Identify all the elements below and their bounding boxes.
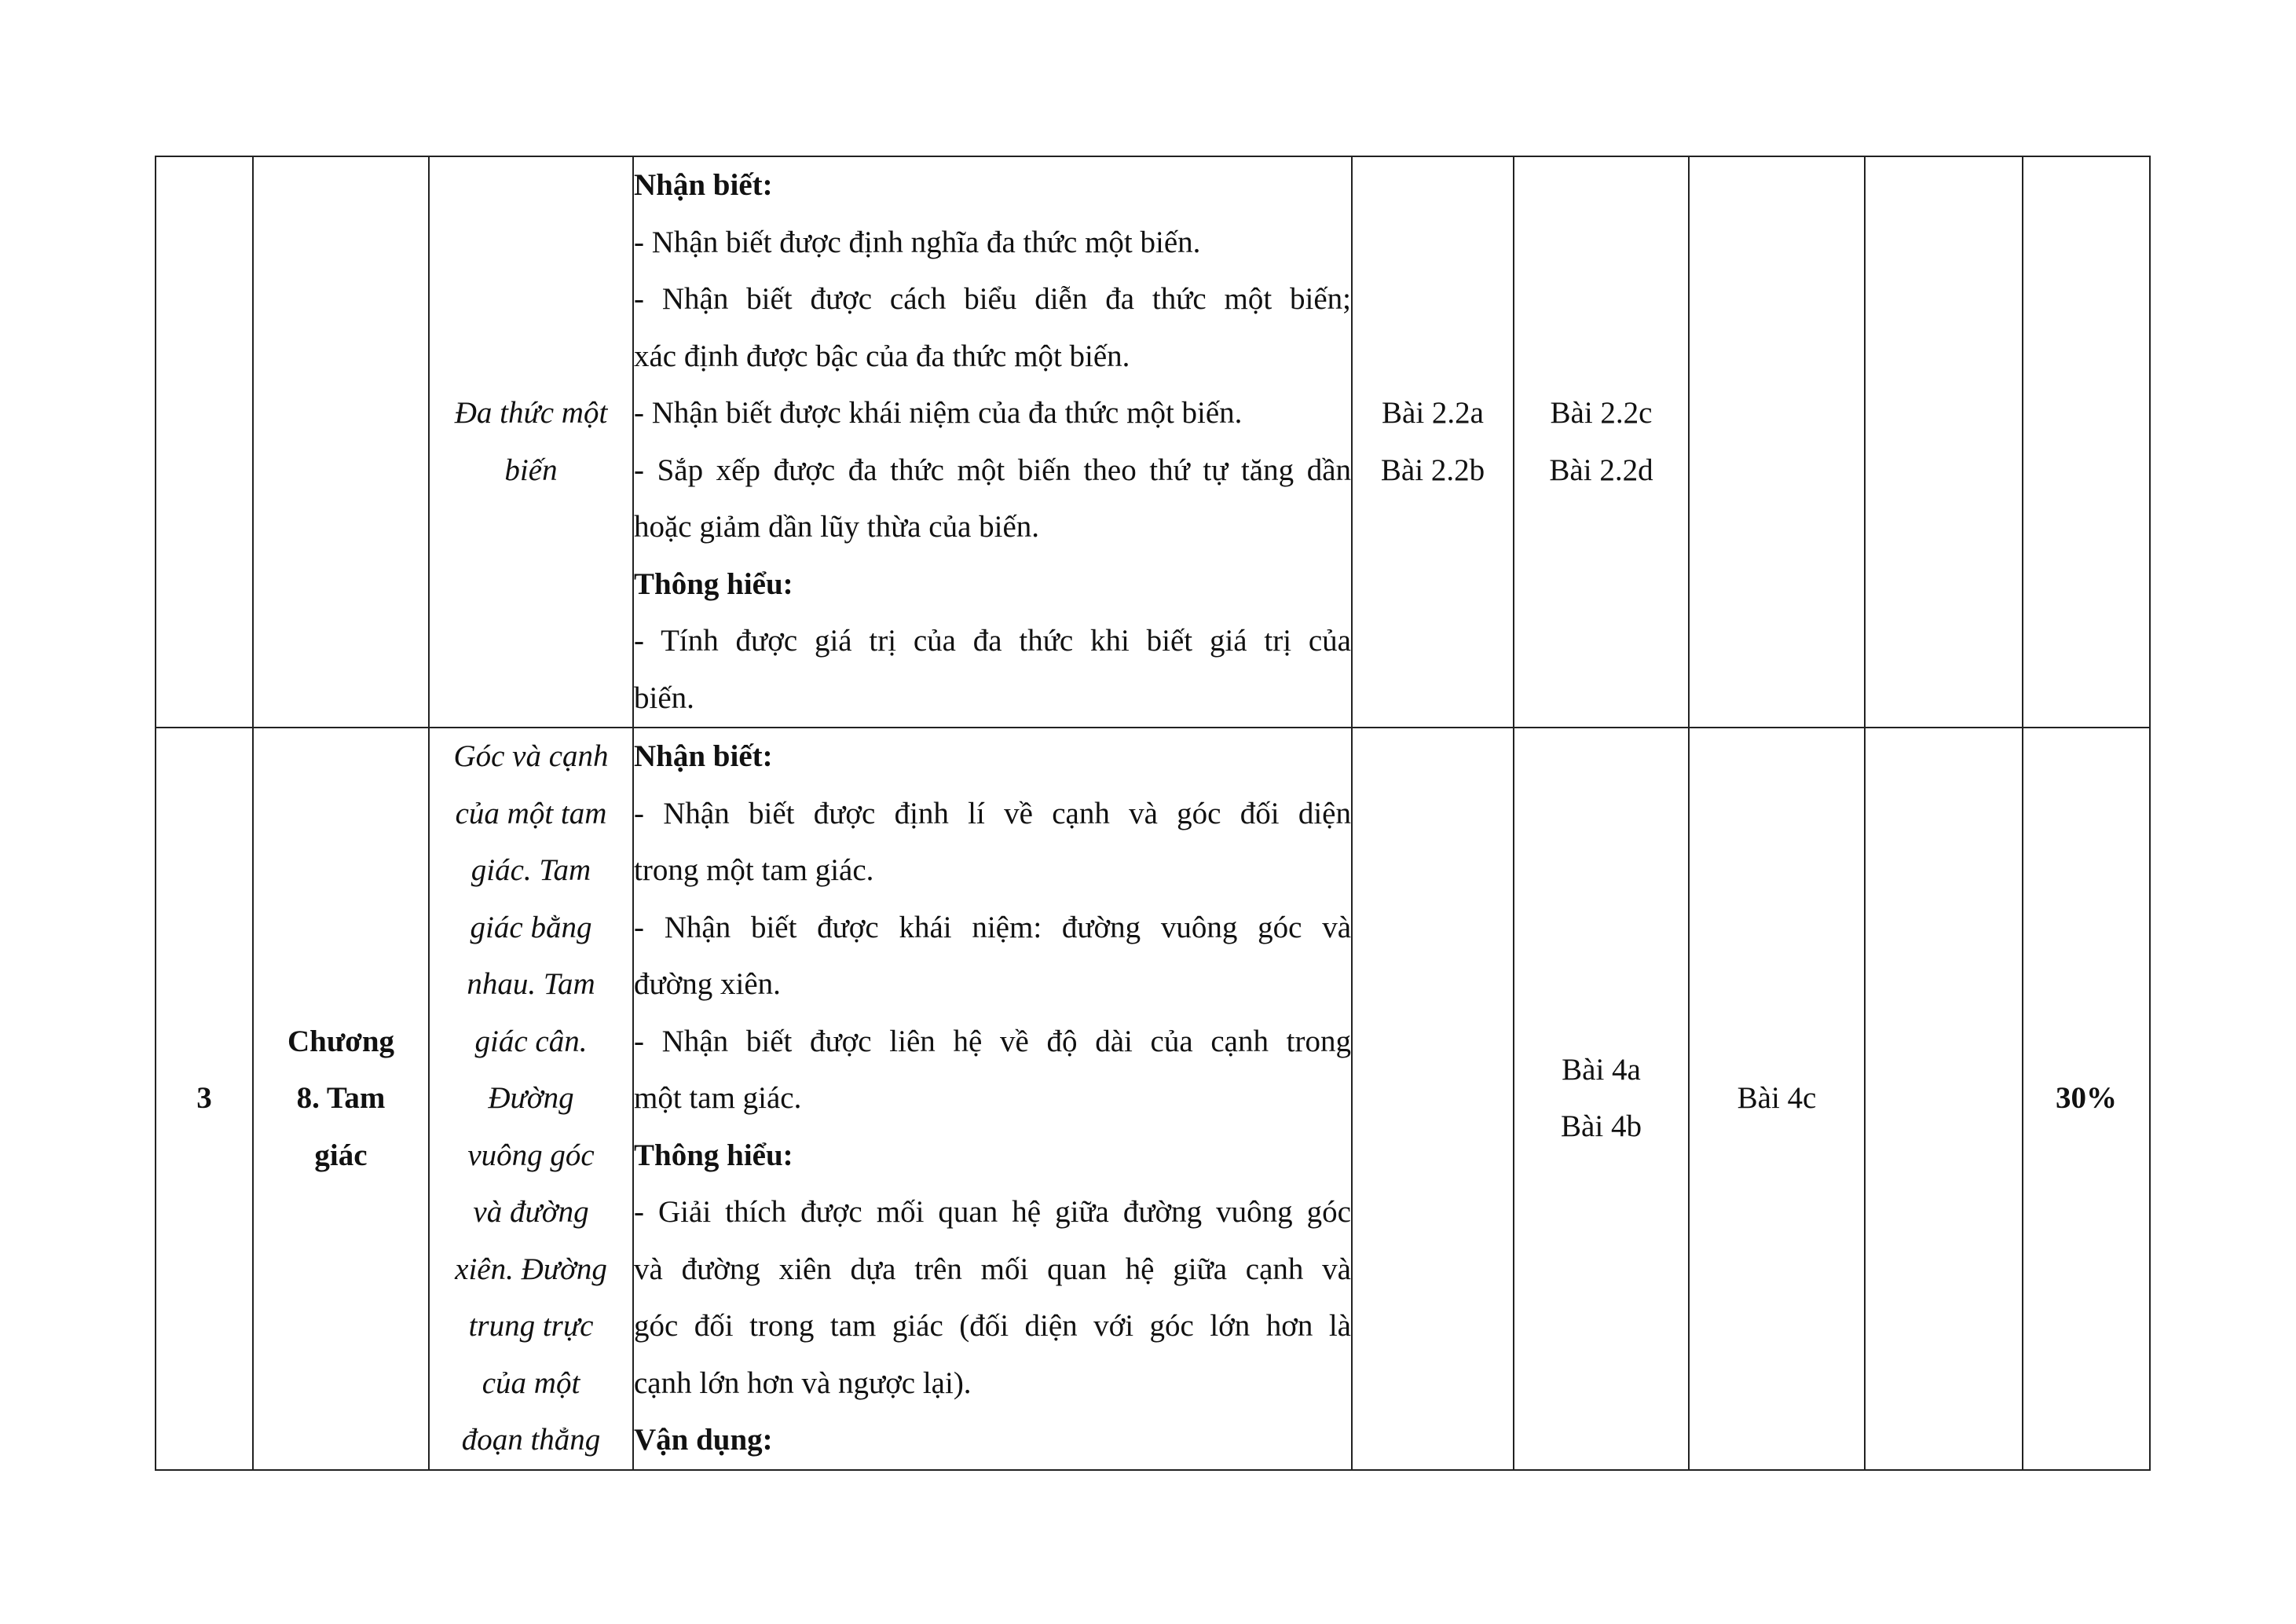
percentage-cell: 30%	[2023, 728, 2150, 1470]
advanced-application-questions-cell	[1865, 728, 2023, 1470]
table-row	[156, 156, 2150, 728]
topic-line: giác. Tam	[471, 853, 591, 887]
requirement-line: góc đối trong tam giác (đối diện với góc lớn hơn là	[634, 1309, 1351, 1343]
requirement-line: xác định được bậc của đa thức một biến.	[634, 339, 1130, 373]
question-ref: Bài 2.2d	[1549, 453, 1653, 487]
requirement-line: hoặc giảm dần lũy thừa của biến.	[634, 510, 1040, 544]
topic-line: của một tam	[455, 796, 607, 830]
chapter-line: 8. Tam	[296, 1081, 386, 1115]
requirement-line: - Nhận biết được định nghĩa đa thức một biến.	[634, 225, 1201, 259]
recognition-questions-cell	[1352, 728, 1514, 1470]
stt-cell	[156, 156, 253, 728]
level-heading: Vận dụng:	[634, 1423, 773, 1457]
requirement-cell	[633, 156, 1352, 728]
percentage-cell	[2023, 156, 2150, 728]
question-ref: Bài 2.2a	[1382, 396, 1484, 430]
assessment-matrix-table	[155, 156, 2151, 1471]
requirement-line: - Nhận biết được định lí về cạnh và góc đối diện	[634, 796, 1351, 830]
topic-line: của một	[482, 1366, 580, 1400]
requirement-line: - Nhận biết được khái niệm: đường vuông góc và	[634, 910, 1351, 944]
topic-line: giác bằng	[470, 910, 592, 944]
comprehension-questions-cell	[1514, 728, 1689, 1470]
chapter-line: giác	[314, 1138, 368, 1172]
recognition-questions-cell	[1352, 156, 1514, 728]
requirement-line: biến.	[634, 680, 694, 715]
topic-line: nhau. Tam	[467, 967, 595, 1001]
topic-line: trung trực	[468, 1309, 594, 1343]
requirement-line: - Tính được giá trị của đa thức khi biết giá trị của	[634, 624, 1351, 658]
topic-cell	[429, 156, 633, 728]
requirement-line: - Nhận biết được khái niệm của đa thức một biến.	[634, 396, 1243, 430]
requirement-line: cạnh lớn hơn và ngược lại).	[634, 1366, 972, 1400]
requirement-line: trong một tam giác.	[634, 853, 874, 887]
table-row	[156, 728, 2150, 1470]
requirement-line: đường xiên.	[634, 967, 781, 1001]
level-heading: Thông hiểu:	[634, 1138, 793, 1172]
application-questions-cell	[1689, 156, 1865, 728]
level-heading: Thông hiểu:	[634, 566, 793, 601]
question-ref: Bài 4b	[1561, 1109, 1642, 1144]
topic-line: vuông góc	[467, 1138, 595, 1172]
requirement-line: - Nhận biết được cách biểu diễn đa thức một biến;	[634, 282, 1351, 316]
stt-cell: 3	[156, 728, 253, 1470]
question-ref: Bài 4a	[1562, 1052, 1641, 1087]
topic-line: xiên. Đường	[455, 1252, 607, 1286]
application-questions-cell	[1689, 728, 1865, 1470]
requirement-line: - Nhận biết được liên hệ về độ dài của cạnh trong	[634, 1024, 1351, 1058]
chapter-line: Chương	[287, 1024, 395, 1058]
requirement-line: - Sắp xếp được đa thức một biến theo thứ tự tăng dần	[634, 453, 1351, 487]
question-ref: Bài 2.2c	[1550, 396, 1653, 430]
chapter-cell	[253, 728, 429, 1470]
level-heading: Nhận biết:	[634, 168, 773, 202]
topic-line: giác cân.	[474, 1024, 588, 1058]
topic-line: đoạn thẳng	[461, 1423, 601, 1457]
topic-line: Đa thức một	[454, 396, 608, 430]
advanced-application-questions-cell	[1865, 156, 2023, 728]
comprehension-questions-cell	[1514, 156, 1689, 728]
question-ref: Bài 4c	[1737, 1081, 1817, 1115]
question-ref: Bài 2.2b	[1380, 453, 1485, 487]
topic-line: và đường	[473, 1195, 589, 1229]
requirement-line: và đường xiên dựa trên mối quan hệ giữa cạnh và	[634, 1252, 1351, 1286]
topic-line: Góc và cạnh	[453, 739, 609, 773]
topic-line: Đường	[488, 1081, 574, 1115]
level-heading: Nhận biết:	[634, 739, 773, 773]
chapter-cell	[253, 156, 429, 728]
topic-line: biến	[504, 453, 558, 487]
requirement-line: - Giải thích được mối quan hệ giữa đường vuông góc	[634, 1195, 1351, 1229]
topic-cell	[429, 728, 633, 1470]
requirement-cell	[633, 728, 1352, 1470]
requirement-line: một tam giác.	[634, 1081, 802, 1115]
